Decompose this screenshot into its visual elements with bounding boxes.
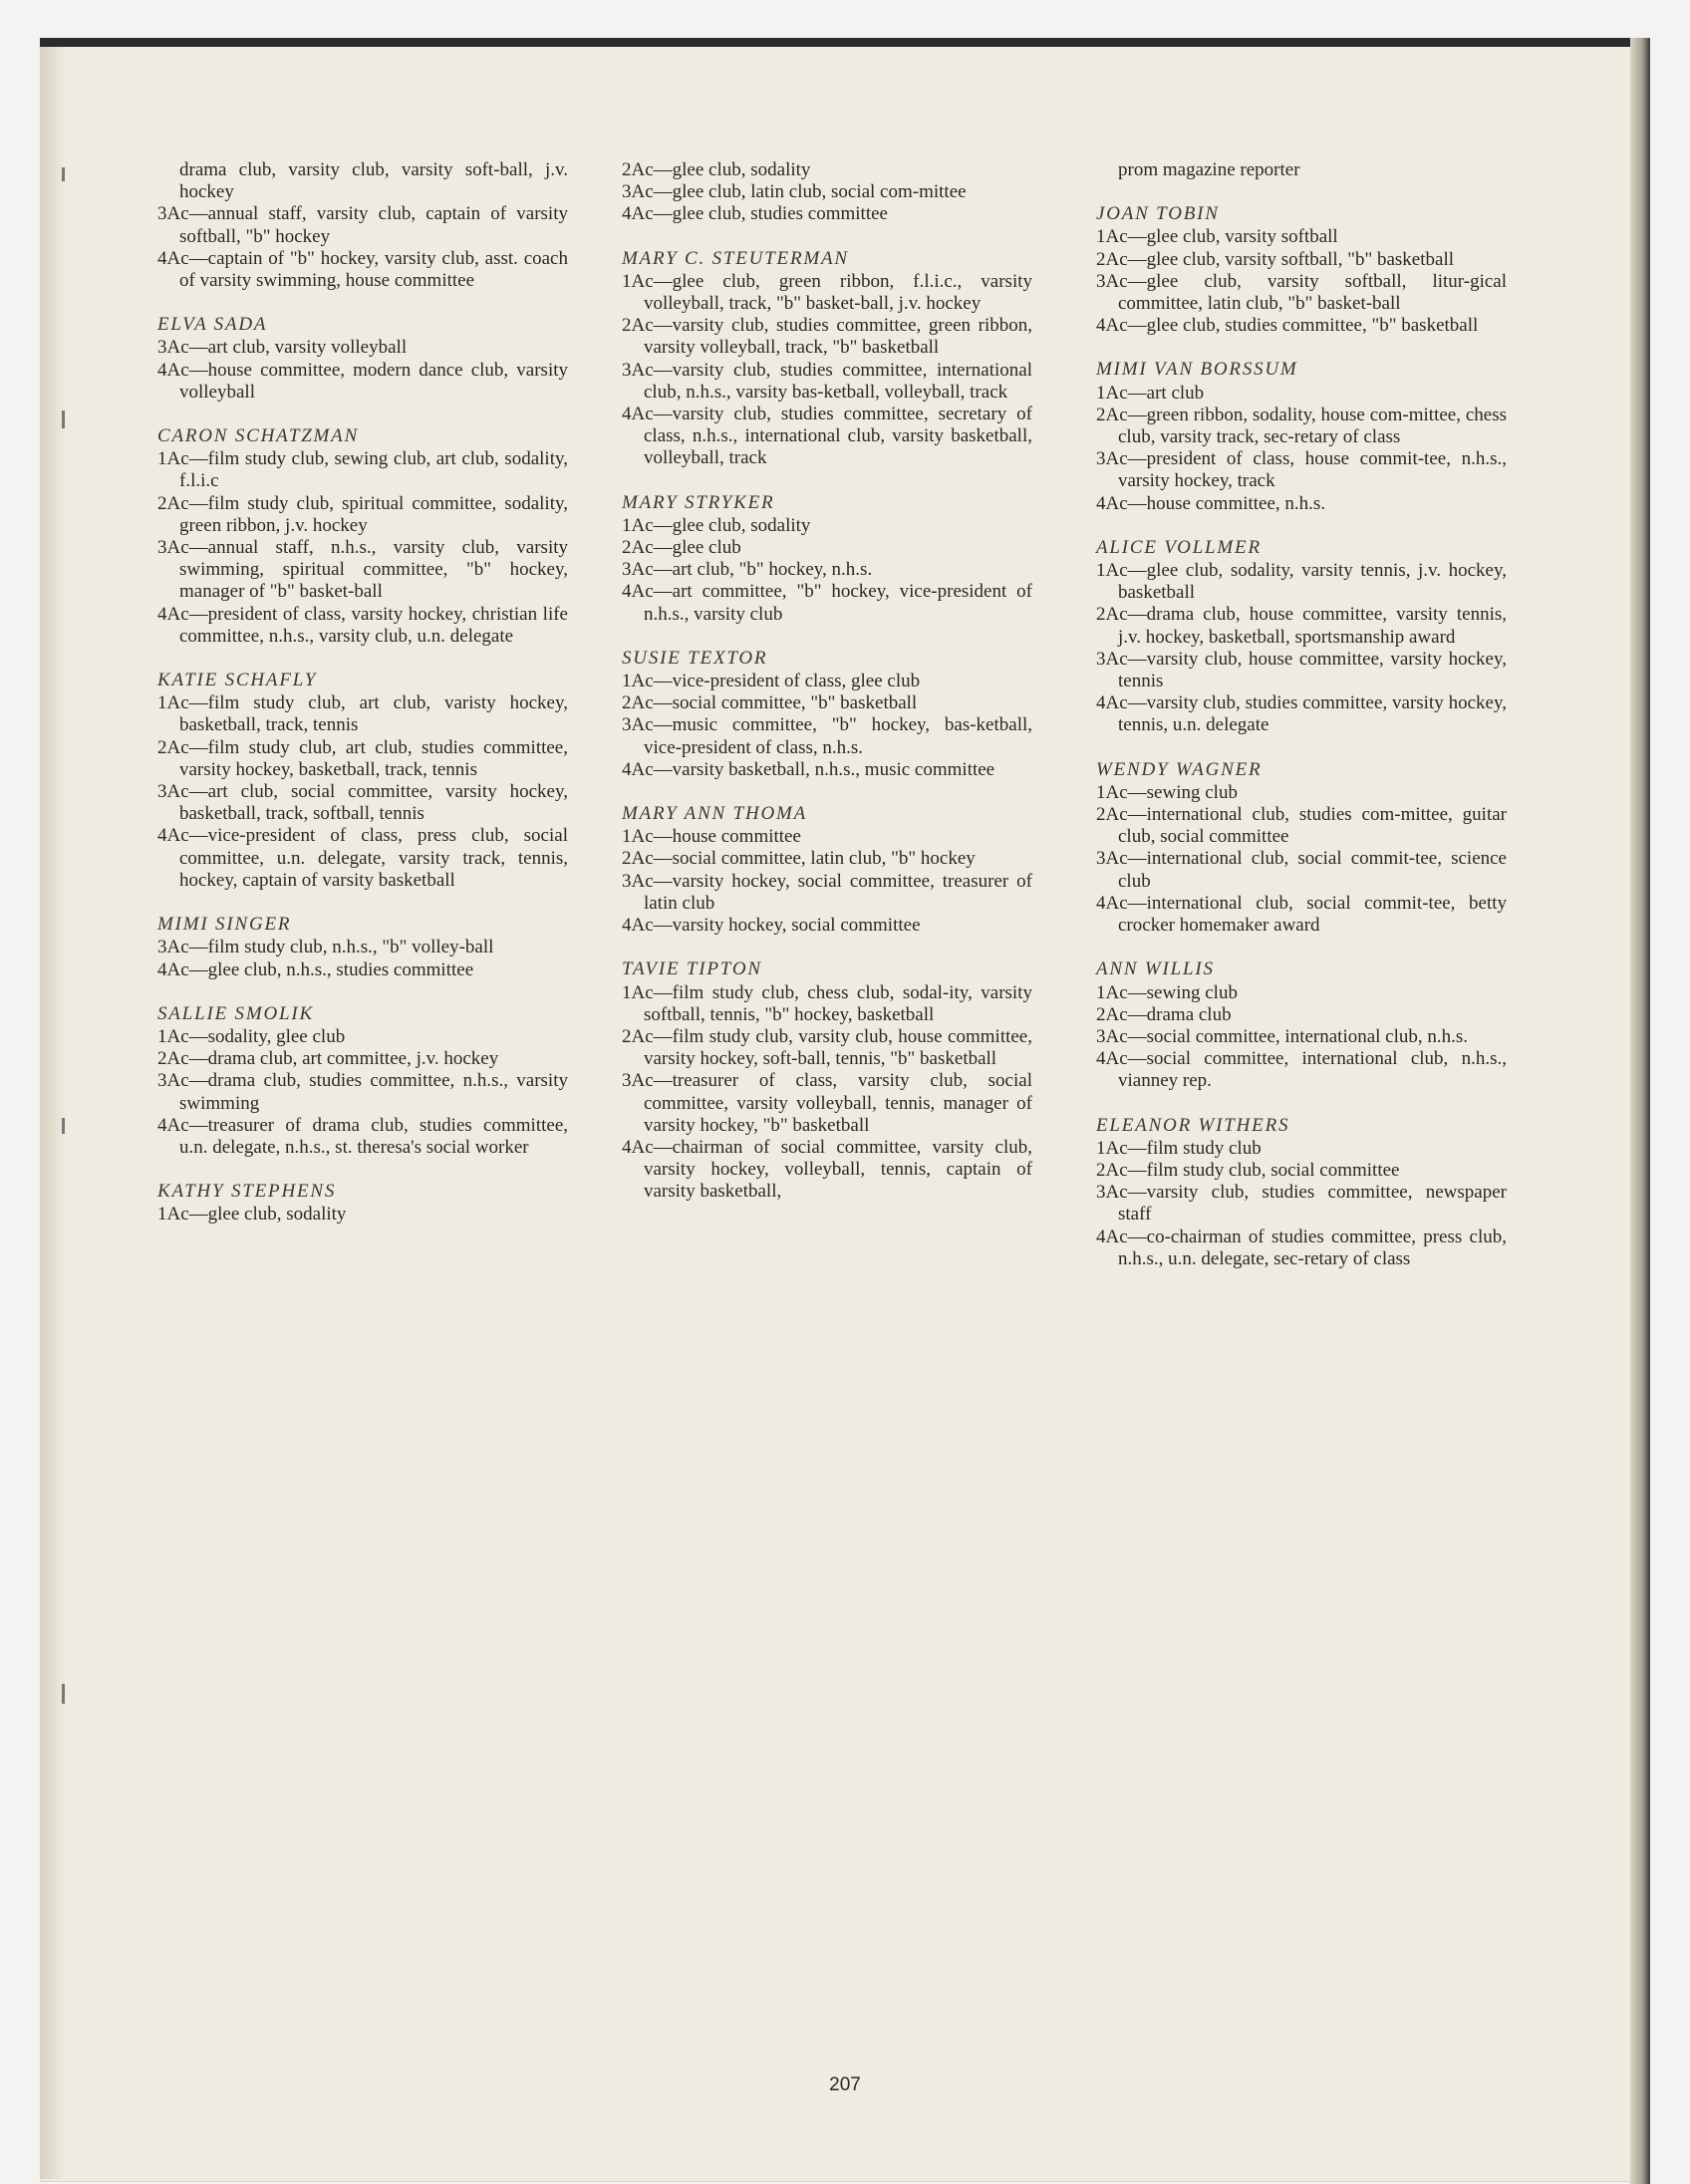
activity-line: 4Ac—vice-president of class, press club, social committee, u.n. delegate, varsity track, tennis, hockey, captain of varsity basketball — [157, 825, 568, 891]
student-entry — [622, 648, 1032, 781]
activity-line: 3Ac—music committee, "b" hockey, bas-ketball, vice-president of class, n.h.s. — [622, 714, 1032, 758]
student-name: ANN WILLIS — [1096, 958, 1215, 980]
activity-line: 3Ac—varsity hockey, social committee, treasurer of latin club — [622, 870, 1032, 914]
activity-line: 4Ac—house committee, modern dance club, varsity volleyball — [157, 359, 568, 403]
activity-line: 1Ac—film study club, art club, varisty hockey, basketball, track, tennis — [157, 692, 568, 736]
student-entry — [157, 914, 568, 981]
activity-line: 3Ac—art club, social committee, varsity hockey, basketball, track, softball, tennis — [157, 781, 568, 825]
page-binding-shadow — [40, 47, 66, 2179]
activity-line: 2Ac—green ribbon, sodality, house com-mittee, chess club, varsity track, sec-retary of class — [1096, 404, 1507, 448]
activity-line: 1Ac—sewing club — [1096, 781, 1238, 803]
student-name: MIMI SINGER — [157, 914, 292, 936]
activity-line: 3Ac—treasurer of class, varsity club, social committee, varsity volleyball, tennis, manager of varsity hockey, "b" basketball — [622, 1070, 1032, 1136]
activity-line: 3Ac—art club, "b" hockey, n.h.s. — [622, 559, 873, 581]
activity-line: 1Ac—glee club, sodality, varsity tennis, j.v. hockey, basketball — [1096, 560, 1507, 604]
activity-line: 3Ac—international club, social commit-tee, science club — [1096, 848, 1507, 892]
student-name: JOAN TOBIN — [1096, 203, 1220, 225]
margin-mark — [62, 410, 65, 428]
activity-line: 2Ac—glee club, varsity softball, "b" basketball — [1096, 248, 1455, 270]
activity-line: 2Ac—glee club — [622, 537, 741, 559]
activity-line: 2Ac—drama club, art committee, j.v. hockey — [157, 1048, 499, 1070]
activity-line: 3Ac—drama club, studies committee, n.h.s., varsity swimming — [157, 1070, 568, 1114]
student-entry — [622, 958, 1032, 1203]
student-entry — [1096, 359, 1507, 514]
student-name: ELEANOR WITHERS — [1096, 1114, 1290, 1136]
student-entry — [157, 425, 568, 648]
activity-line: 4Ac—glee club, n.h.s., studies committee — [157, 958, 474, 980]
activity-line: 2Ac—drama club — [1096, 1003, 1232, 1025]
activity-line: 4Ac—social committee, international club, n.h.s., vianney rep. — [1096, 1048, 1507, 1092]
activity-line: 1Ac—sewing club — [1096, 981, 1238, 1003]
student-name: ELVA SADA — [157, 314, 268, 336]
activity-line: 1Ac—film study club, chess club, sodal-ity, varsity softball, tennis, "b" hockey, basketball — [622, 981, 1032, 1025]
student-entry — [1096, 958, 1507, 1092]
activity-line: 3Ac—social committee, international club, n.h.s. — [1096, 1025, 1469, 1047]
margin-mark — [62, 1118, 65, 1134]
student-entry — [1096, 759, 1507, 938]
activity-line: 3Ac—annual staff, n.h.s., varsity club, varsity swimming, spiritual committee, "b" hockey, manager of "b" basket-ball — [157, 537, 568, 603]
column-3 — [1096, 159, 1507, 1292]
activity-line: 3Ac—glee club, latin club, social com-mittee — [622, 181, 967, 203]
student-entry — [157, 314, 568, 404]
student-name: MIMI VAN BORSSUM — [1096, 359, 1298, 381]
activity-line: 4Ac—international club, social commit-tee, betty crocker homemaker award — [1096, 892, 1507, 937]
student-entry — [622, 248, 1032, 470]
activity-line: 4Ac—treasurer of drama club, studies committee, u.n. delegate, n.h.s., st. theresa's social worker — [157, 1114, 568, 1158]
activity-line: 2Ac—international club, studies com-mittee, guitar club, social committee — [1096, 804, 1507, 848]
activity-line: 2Ac—film study club, social committee — [1096, 1159, 1400, 1181]
activity-line: 2Ac—social committee, "b" basketball — [622, 692, 918, 714]
page-right-edge — [1630, 38, 1650, 2184]
activity-line: 4Ac—chairman of social committee, varsity club, varsity hockey, volleyball, tennis, captain of varsity basketball, — [622, 1136, 1032, 1203]
margin-mark — [62, 1684, 65, 1704]
activity-line: 1Ac—glee club, sodality — [622, 514, 811, 536]
activity-line: 3Ac—varsity club, house committee, varsity hockey, tennis — [1096, 648, 1507, 692]
activity-line: prom magazine reporter — [1118, 159, 1300, 180]
student-entry — [1096, 1115, 1507, 1270]
activity-line: 2Ac—film study club, spiritual committee, sodality, green ribbon, j.v. hockey — [157, 492, 568, 536]
activity-line: 3Ac—varsity club, studies committee, newspaper staff — [1096, 1182, 1507, 1226]
page-top-edge — [40, 38, 1650, 47]
activity-line: 4Ac—varsity club, studies committee, varsity hockey, tennis, u.n. delegate — [1096, 692, 1507, 736]
activity-line: 4Ac—varsity hockey, social committee — [622, 915, 921, 937]
student-entry — [622, 803, 1032, 937]
activity-line: 4Ac—glee club, studies committee, "b" basketball — [1096, 315, 1479, 337]
student-name: MARY STRYKER — [622, 491, 775, 513]
student-entry — [157, 159, 568, 292]
student-name: MARY ANN THOMA — [622, 803, 808, 825]
student-entry — [157, 670, 568, 892]
margin-mark — [62, 167, 65, 181]
student-entry — [1096, 537, 1507, 737]
activity-line: 2Ac—varsity club, studies committee, green ribbon, varsity volleyball, track, "b" basketball — [622, 315, 1032, 359]
activity-line: 4Ac—varsity basketball, n.h.s., music committee — [622, 758, 995, 780]
activity-line: 1Ac—film study club, sewing club, art club, sodality, f.l.i.c — [157, 448, 568, 492]
activity-line: 4Ac—co-chairman of studies committee, press club, n.h.s., u.n. delegate, sec-retary of class — [1096, 1226, 1507, 1269]
activity-line: 2Ac—film study club, varsity club, house committee, varsity hockey, soft-ball, tennis, "b" basketball — [622, 1025, 1032, 1070]
activity-line: 1Ac—glee club, sodality — [157, 1204, 347, 1226]
student-entry — [157, 1003, 568, 1159]
student-name: KATHY STEPHENS — [157, 1181, 337, 1203]
activity-line: 4Ac—president of class, varsity hockey, christian life committee, n.h.s., varsity club, u.n. delegate — [157, 603, 568, 647]
column-1 — [157, 159, 568, 1248]
activity-line: 4Ac—captain of "b" hockey, varsity club, asst. coach of varsity swimming, house committee — [157, 247, 568, 292]
activity-line: 4Ac—varsity club, studies committee, secretary of class, n.h.s., international club, varsity basketball, volleyball, track — [622, 404, 1032, 469]
activity-line: 2Ac—glee club, sodality — [622, 159, 811, 180]
activity-line: 1Ac—art club — [1096, 382, 1205, 404]
activity-line: 1Ac—film study club — [1096, 1137, 1262, 1159]
activity-line: 1Ac—vice-president of class, glee club — [622, 671, 921, 692]
activity-line: 3Ac—annual staff, varsity club, captain of varsity softball, "b" hockey — [157, 203, 568, 247]
activity-line: 3Ac—glee club, varsity softball, litur-gical committee, latin club, "b" basket-ball — [1096, 270, 1507, 315]
student-entry — [1096, 203, 1507, 337]
student-name: MARY C. STEUTERMAN — [622, 247, 849, 269]
activity-line: 4Ac—house committee, n.h.s. — [1096, 492, 1326, 514]
activity-line: 1Ac—sodality, glee club — [157, 1025, 346, 1047]
student-name: KATIE SCHAFLY — [157, 670, 318, 691]
activity-line: 2Ac—film study club, art club, studies committee, varsity hockey, basketball, track, tennis — [157, 736, 568, 780]
student-name: WENDY WAGNER — [1096, 758, 1263, 780]
activity-line: 4Ac—art committee, "b" hockey, vice-president of n.h.s., varsity club — [622, 581, 1032, 625]
student-entry — [157, 1181, 568, 1226]
activity-line: 2Ac—social committee, latin club, "b" hockey — [622, 848, 976, 870]
student-name: SALLIE SMOLIK — [157, 1002, 314, 1024]
column-2 — [622, 159, 1032, 1226]
student-name: ALICE VOLLMER — [1096, 536, 1262, 558]
activity-line: drama club, varsity club, varsity soft-ball, j.v. hockey — [179, 159, 568, 203]
activity-line: 3Ac—varsity club, studies committee, international club, n.h.s., varsity bas-ketball, volleyball, track — [622, 359, 1032, 403]
activity-line: 1Ac—glee club, varsity softball — [1096, 226, 1338, 248]
page-number: 207 — [829, 2074, 861, 2095]
activity-line: 1Ac—glee club, green ribbon, f.l.i.c., varsity volleyball, track, "b" basket-ball, j.v. hockey — [622, 270, 1032, 315]
student-entry — [622, 159, 1032, 226]
activity-line: 4Ac—glee club, studies committee — [622, 203, 888, 225]
activity-line: 3Ac—film study club, n.h.s., "b" volley-ball — [157, 937, 494, 958]
student-name: SUSIE TEXTOR — [622, 647, 768, 669]
student-entry — [622, 492, 1032, 626]
activity-line: 1Ac—house committee — [622, 826, 801, 848]
student-name: TAVIE TIPTON — [622, 958, 762, 980]
activity-line: 3Ac—art club, varsity volleyball — [157, 337, 408, 359]
activity-line: 2Ac—drama club, house committee, varsity tennis, j.v. hockey, basketball, sportsmanship award — [1096, 604, 1507, 648]
student-name: CARON SCHATZMAN — [157, 425, 360, 447]
student-entry — [1096, 159, 1507, 181]
activity-line: 3Ac—president of class, house commit-tee, n.h.s., varsity hockey, track — [1096, 448, 1507, 492]
